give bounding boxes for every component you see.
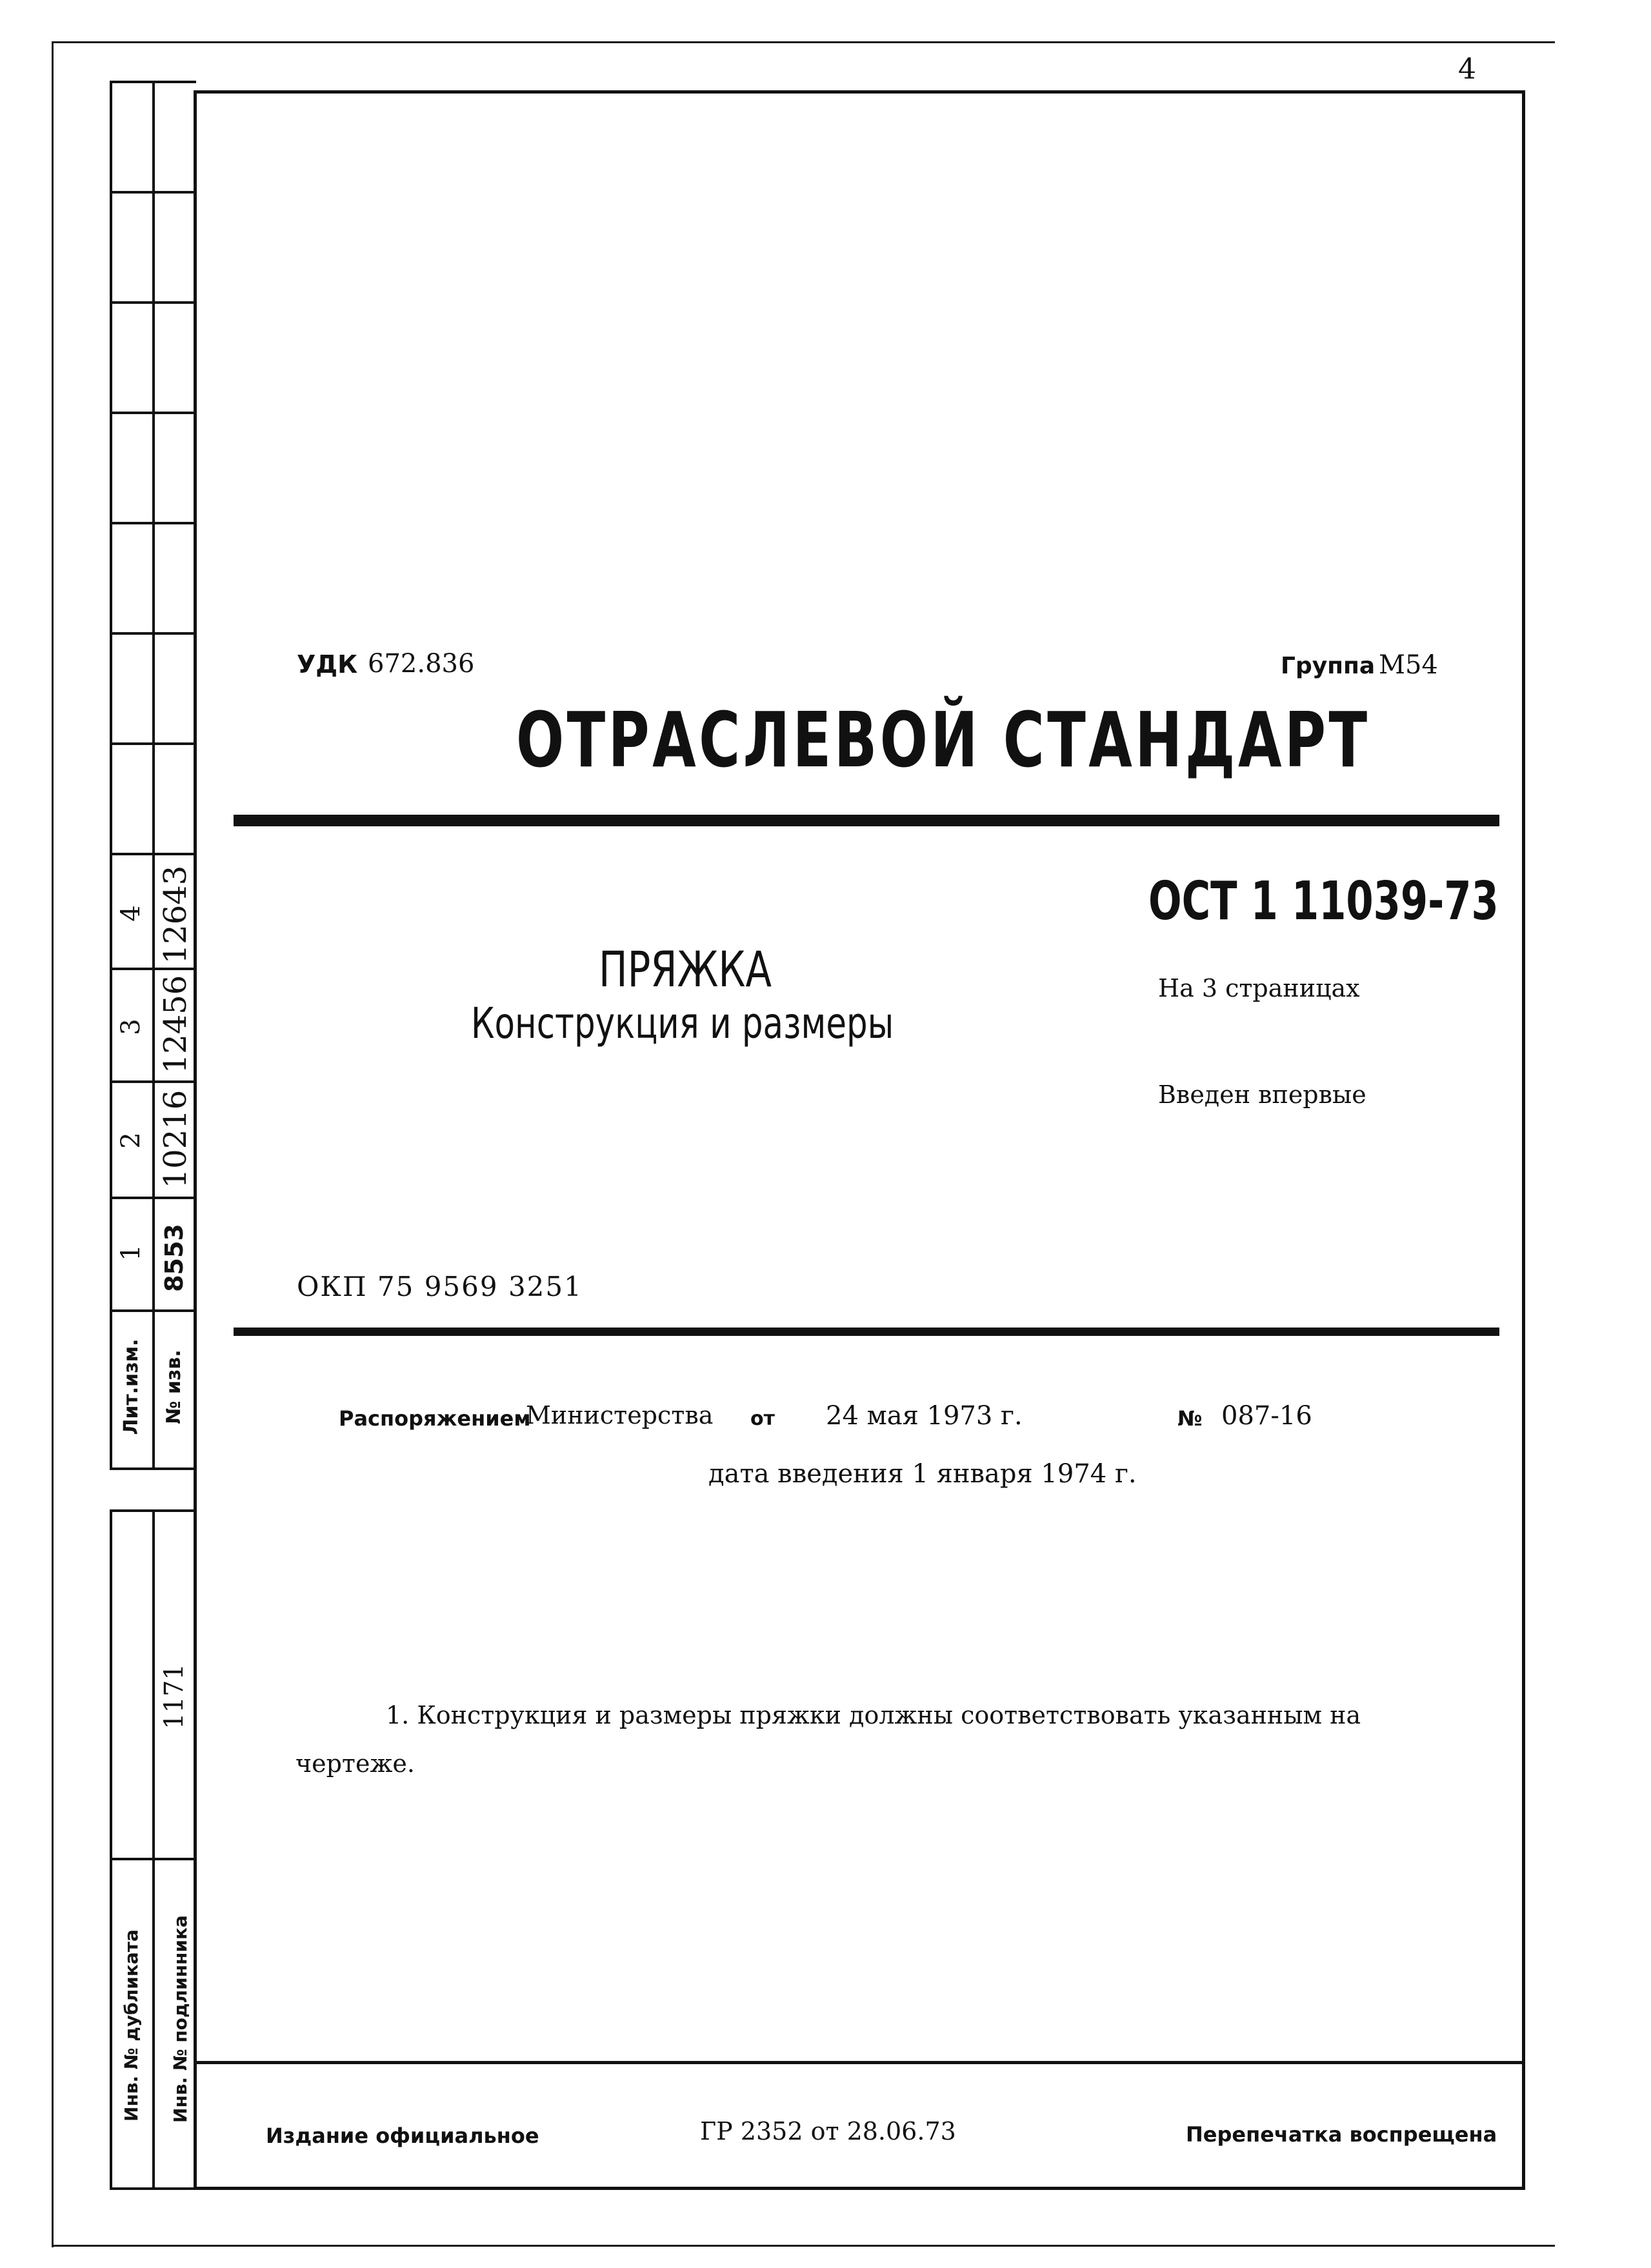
standard-code: ОСТ 1 11039-73 (1148, 871, 1499, 932)
side-col-sep-5 (110, 632, 196, 635)
side-col-top-line (110, 81, 196, 83)
side-row-num-4: 12643 (157, 865, 194, 964)
product-subtitle: Конструкция и размеры (471, 999, 894, 1048)
side-header-lit: Лит.изм. (120, 1338, 143, 1435)
orig-inventory-value: 1171 (159, 1664, 189, 1729)
drawing-frame (194, 90, 1525, 2190)
lower-stamp-middle (152, 1509, 155, 2190)
udk-label: УДК (297, 650, 358, 679)
group-value: М54 (1379, 650, 1438, 680)
okp-code: ОКП 75 9569 3251 (297, 1271, 583, 1302)
side-row-lit-1: 1 (116, 1244, 146, 1261)
group-label: Группа (1281, 653, 1376, 679)
dup-inventory-label: Инв. № дубликата (121, 1929, 142, 2122)
main-title: ОТРАСЛЕВОЙ СТАНДАРТ (516, 695, 1370, 784)
product-title: ПРЯЖКА (599, 940, 772, 998)
order-number-label: № (1177, 1406, 1203, 1431)
order-number: 087-16 (1221, 1401, 1312, 1431)
footer-edition: Издание официальное (266, 2124, 539, 2148)
order-from-label: от (750, 1408, 775, 1430)
footer-reprint: Перепечатка воспрещена (1186, 2122, 1497, 2147)
order-by-label: Распоряжением (339, 1406, 531, 1431)
order-ministry: Министерства (526, 1401, 714, 1429)
footer-rule (194, 2061, 1525, 2064)
side-row-lit-4: 4 (116, 905, 146, 922)
side-col-bottom-line (110, 1467, 196, 1470)
orig-inventory-label: Инв. № подлинника (170, 1915, 191, 2123)
scan-border-top (52, 41, 1555, 43)
side-col-sep-4 (110, 522, 196, 524)
footer-gr: ГР 2352 от 28.06.73 (700, 2117, 956, 2145)
effective-date: дата введения 1 января 1974 г. (708, 1459, 1137, 1489)
lower-stamp-sep (110, 1858, 196, 1860)
side-row-num-1: 8553 (160, 1224, 188, 1292)
scan-border-left (52, 41, 54, 2247)
order-date: 24 мая 1973 г. (826, 1401, 1023, 1431)
udk-value: 672.836 (368, 649, 475, 679)
side-row-num-3: 12456 (157, 975, 194, 1074)
side-row-lit-3: 3 (116, 1019, 146, 1035)
lower-stamp-top (110, 1509, 196, 1512)
scan-border-bottom (52, 2245, 1555, 2247)
okp-rule (234, 1328, 1499, 1336)
title-rule (234, 815, 1499, 826)
introduced-note: Введен впервые (1158, 1080, 1366, 1109)
side-col-sep-6 (110, 742, 196, 745)
pages-count: На 3 страницах (1158, 974, 1360, 1002)
side-row-lit-2: 2 (116, 1132, 146, 1149)
side-row-num-2: 10216 (157, 1089, 194, 1189)
side-col-sep-3 (110, 412, 196, 414)
page-number: 4 (1458, 53, 1476, 86)
paragraph-line-1: 1. Конструкция и размеры пряжки должны соответствовать указанным на (386, 1701, 1361, 1729)
lower-stamp-bottom (110, 2187, 196, 2190)
paragraph-line-2: чертеже. (295, 1749, 415, 1778)
side-col-sep-1 (110, 191, 196, 194)
side-header-num: № изв. (163, 1349, 185, 1424)
side-col-sep-2 (110, 301, 196, 304)
